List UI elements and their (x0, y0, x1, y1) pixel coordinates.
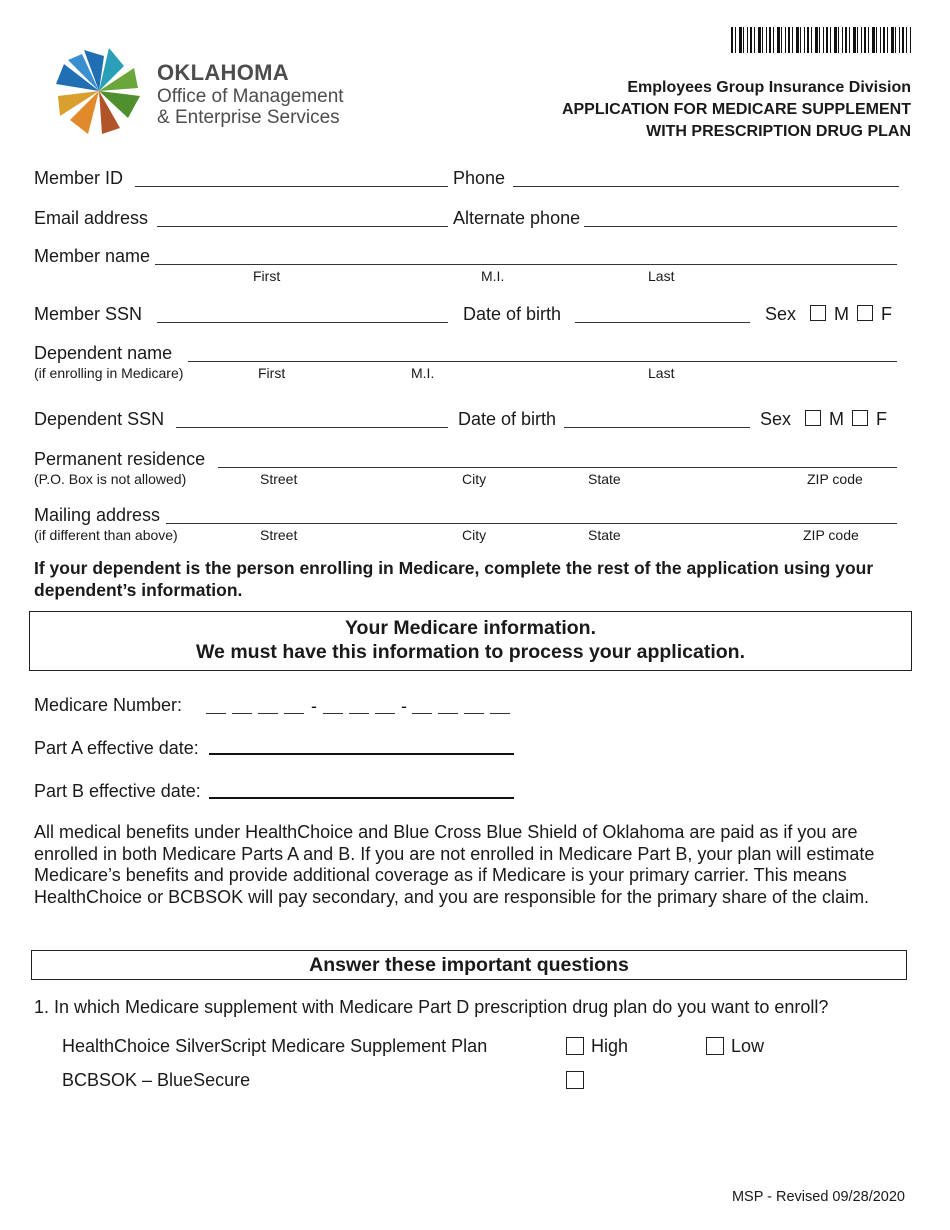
mailing-note: (if different than above) (34, 527, 178, 543)
dependent-name-field[interactable] (188, 361, 897, 362)
dependent-name-first: First (258, 365, 286, 381)
medicare-number-label: Medicare Number: (34, 695, 183, 715)
form-title-line1: APPLICATION FOR MEDICARE SUPPLEMENT (561, 101, 911, 118)
logo-line2: & Enterprise Services (157, 107, 340, 128)
mailing-street: Street (260, 527, 298, 543)
dependent-dob-field[interactable] (564, 427, 750, 428)
member-ssn-label: Member SSN (34, 304, 143, 324)
dependent-sex-f-checkbox[interactable] (852, 410, 868, 426)
member-sex-m-label: M (834, 304, 849, 324)
high-checkbox[interactable] (566, 1037, 584, 1055)
barcode (731, 27, 911, 53)
questions-box (31, 950, 907, 980)
medicare-info-box (29, 611, 912, 671)
member-name-first: First (253, 268, 281, 284)
revision-footer: MSP - Revised 09/28/2020 (731, 1189, 905, 1205)
form-title-line2: WITH PRESCRIPTION DRUG PLAN (646, 123, 911, 140)
residence-state: State (588, 471, 621, 487)
member-id-field[interactable] (135, 186, 448, 187)
mailing-label: Mailing address (34, 505, 161, 525)
residence-label: Permanent residence (34, 449, 206, 469)
dependent-ssn-label: Dependent SSN (34, 409, 165, 429)
residence-zip: ZIP code (807, 471, 863, 487)
bcbsok-checkbox[interactable] (566, 1071, 584, 1089)
part-a-label: Part A effective date: (34, 738, 199, 758)
medicare-number-field[interactable]: - - (206, 700, 516, 716)
member-sex-f-checkbox[interactable] (857, 305, 873, 321)
medicare-box-line1: Your Medicare information. (344, 617, 596, 639)
member-dob-label: Date of birth (463, 304, 562, 324)
division-name: Employees Group Insurance Division (627, 79, 911, 96)
logo-line1: Office of Management (157, 86, 344, 107)
member-sex-label: Sex (765, 304, 797, 324)
mailing-city: City (462, 527, 487, 543)
dependent-dob-label: Date of birth (458, 409, 557, 429)
dependent-sex-m-label: M (829, 409, 844, 429)
dependent-name-note: (if enrolling in Medicare) (34, 365, 184, 381)
residence-street: Street (260, 471, 298, 487)
high-label: High (591, 1036, 629, 1056)
mailing-zip: ZIP code (803, 527, 859, 543)
member-dob-field[interactable] (575, 322, 750, 323)
part-b-field[interactable] (209, 797, 514, 799)
member-name-label: Member name (34, 246, 151, 266)
dependent-sex-m-checkbox[interactable] (805, 410, 821, 426)
dependent-name-label: Dependent name (34, 343, 173, 363)
logo (54, 46, 374, 138)
dependent-sex-f-label: F (876, 409, 887, 429)
email-label: Email address (34, 208, 149, 228)
email-field[interactable] (157, 226, 448, 227)
mailing-field[interactable] (166, 523, 897, 524)
benefits-paragraph: All medical benefits under HealthChoice and Blue Cross Blue Shield of Oklahoma are paid as if you are enrolled in both Medicare Parts A and B. If you are not enrolled in Medicare Part B, your plan will estimate Medicare’s benefits and provide additional coverage as if Medicare is your primary carrier. This means HealthChoice or BCBSOK will pay secondary, and you are responsible for the primary share of the claim. (34, 822, 875, 907)
dependent-name-last: Last (648, 365, 675, 381)
logo-state: OKLAHOMA (157, 60, 289, 85)
member-id-label: Member ID (34, 168, 124, 188)
member-name-field[interactable] (155, 264, 897, 265)
logo-star-icon (54, 46, 144, 136)
residence-city: City (462, 471, 487, 487)
part-b-label: Part B effective date: (34, 781, 201, 801)
part-a-field[interactable] (209, 753, 514, 755)
low-label: Low (731, 1036, 765, 1056)
question-1-text: 1. In which Medicare supplement with Medicare Part D prescription drug plan do you want to enroll? (34, 997, 829, 1017)
dependent-name-mi: M.I. (411, 365, 435, 381)
member-name-last: Last (648, 268, 675, 284)
header-title (562, 77, 911, 143)
questions-box-title: Answer these important questions (309, 954, 629, 976)
healthchoice-option-label: HealthChoice SilverScript Medicare Supplement Plan (62, 1036, 488, 1056)
dependent-sex-label: Sex (760, 409, 792, 429)
member-sex-m-checkbox[interactable] (810, 305, 826, 321)
dependent-instruction: If your dependent is the person enrolling in Medicare, complete the rest of the application using your dependent’s information. (34, 558, 874, 600)
member-name-mi: M.I. (481, 268, 505, 284)
residence-note: (P.O. Box is not allowed) (34, 471, 187, 487)
alt-phone-field[interactable] (584, 226, 897, 227)
phone-label: Phone (453, 168, 506, 188)
low-checkbox[interactable] (706, 1037, 724, 1055)
mailing-state: State (588, 527, 621, 543)
member-sex-f-label: F (881, 304, 892, 324)
alt-phone-label: Alternate phone (453, 208, 581, 228)
phone-field[interactable] (513, 186, 899, 187)
medicare-box-line2: We must have this information to process your application. (196, 641, 745, 663)
member-ssn-field[interactable] (157, 322, 448, 323)
bcbsok-option-label: BCBSOK – BlueSecure (62, 1070, 251, 1090)
residence-field[interactable] (218, 467, 897, 468)
dependent-ssn-field[interactable] (176, 427, 448, 428)
